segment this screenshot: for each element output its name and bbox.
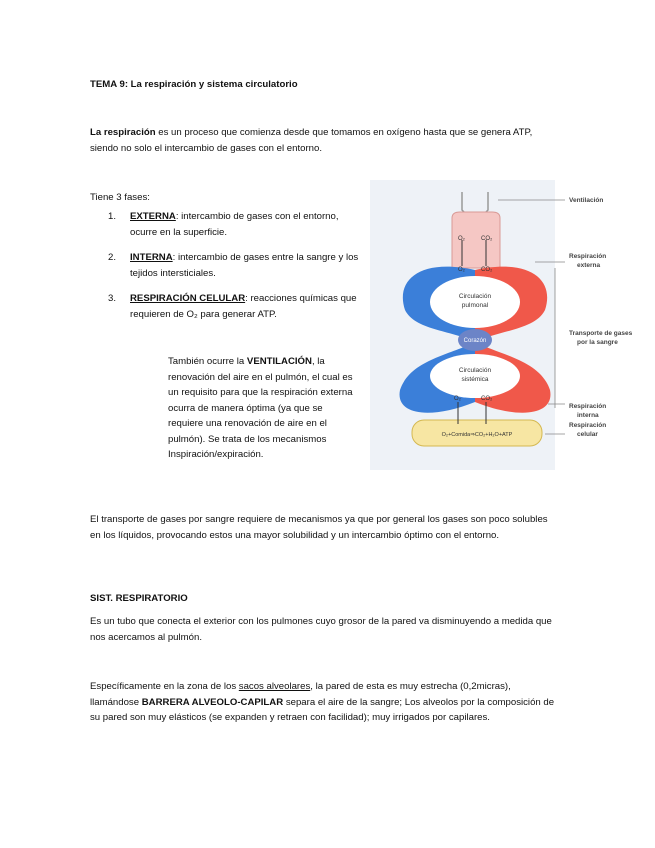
transporte-label-2: por la sangre <box>577 339 618 346</box>
list-item <box>108 250 363 281</box>
lung-co2-label: CO₂ <box>481 236 493 242</box>
lung-o2-label: O₂ <box>458 236 465 242</box>
espec-pre: Específicamente en la zona de los <box>90 681 239 692</box>
corazon-label: Corazón <box>463 338 487 344</box>
pulmonar-label-1: Circulación <box>458 293 492 300</box>
sistemica-label-1: Circulación <box>458 367 492 374</box>
resp-celular-label-1: Respiración <box>569 422 607 429</box>
pulmonar-label-2: pulmonal <box>461 302 489 309</box>
tissue-o2-label: O₂ <box>454 396 461 402</box>
page-title: TEMA 9: La respiración y sistema circulatorio <box>90 79 298 90</box>
resp-celular-label-2: celular <box>577 431 598 438</box>
fase-term: INTERNA <box>130 252 173 263</box>
resp-interna-label-2: interna <box>577 412 599 419</box>
sacos-alveolares-term: sacos alveolares <box>238 681 311 692</box>
blood-o2-label: O₂ <box>458 267 465 273</box>
vent-term: VENTILACIÓN <box>246 356 312 367</box>
resp-externa-label-1: Respiración <box>569 253 607 260</box>
intro-text: es un proceso que comienza desde que tomamos en oxígeno hasta que se genera ATP, siendo no solo el intercambio de gases con el entorno. <box>90 127 533 154</box>
espec-mid: , la pared de esta es muy estrecha (0,2micras), llamándose <box>90 681 511 708</box>
vent-post: , la renovación del aire en el pulmón, el cual es un requisito para que la respiración externa ocurra de manera óptima (ya que se requiere una renovación de aire en el pulmón). Se trata de los mecanismos Inspiración/expiración. <box>168 356 353 460</box>
resp-interna-label-1: Respiración <box>569 403 607 410</box>
equation-label: O₂+Comida⇒CO₂+H₂O+ATP <box>441 432 513 438</box>
especificamente-paragraph <box>90 679 560 726</box>
ventilacion-paragraph <box>168 354 358 463</box>
transporte-paragraph: El transporte de gases por sangre requiere de mecanismos ya que por general los gases son poco solubles en los líquidos, provocando estos una mayor solubilidad y un intercambio óptimo con el entorno. <box>90 514 548 541</box>
barrera-term: BARRERA ALVEOLO-CAPILAR <box>141 696 284 708</box>
tubo-paragraph: Es un tubo que conecta el exterior con los pulmones cuyo grosor de la pared va disminuyendo a medida que nos acercamos al pulmón. <box>90 616 552 643</box>
transporte-label-1: Transporte de gases <box>569 330 633 337</box>
vent-pre: También ocurre la <box>168 356 247 367</box>
fases-list <box>108 209 363 332</box>
fase-term: RESPIRACIÓN CELULAR <box>130 293 246 304</box>
ventilacion-label: Ventilación <box>569 197 604 204</box>
list-number: 2. <box>108 252 117 263</box>
fase-desc: : intercambio de gases entre la sangre y los tejidos intersticiales. <box>130 252 359 279</box>
list-number: 3. <box>108 293 117 304</box>
list-item <box>108 291 363 322</box>
resp-externa-label-2: externa <box>577 262 601 269</box>
sistemica-label-2: sistémica <box>461 376 489 383</box>
fase-term: EXTERNA <box>130 211 176 222</box>
espec-post: separa el aire de la sangre; Los alveolos por la composición de su pared son muy elásticos (se expanden y retraen con facilidad); muy irrigados por capilares. <box>90 696 555 723</box>
intro-term: La respiración <box>90 127 156 138</box>
fase-desc: : intercambio de gases con el entorno, ocurre en la superficie. <box>130 211 339 238</box>
list-item <box>108 209 363 240</box>
respiration-diagram <box>370 180 640 470</box>
sist-respiratorio-heading: SIST. RESPIRATORIO <box>90 593 188 604</box>
blood-co2-label: CO₂ <box>481 267 493 273</box>
tissue-co2-label: CO₂ <box>481 396 493 402</box>
list-number: 1. <box>108 211 117 222</box>
fases-heading: Tiene 3 fases: <box>90 192 150 203</box>
intro-paragraph <box>90 125 560 156</box>
fase-desc: : reacciones químicas que requieren de O₂ para generar ATP. <box>130 293 357 320</box>
